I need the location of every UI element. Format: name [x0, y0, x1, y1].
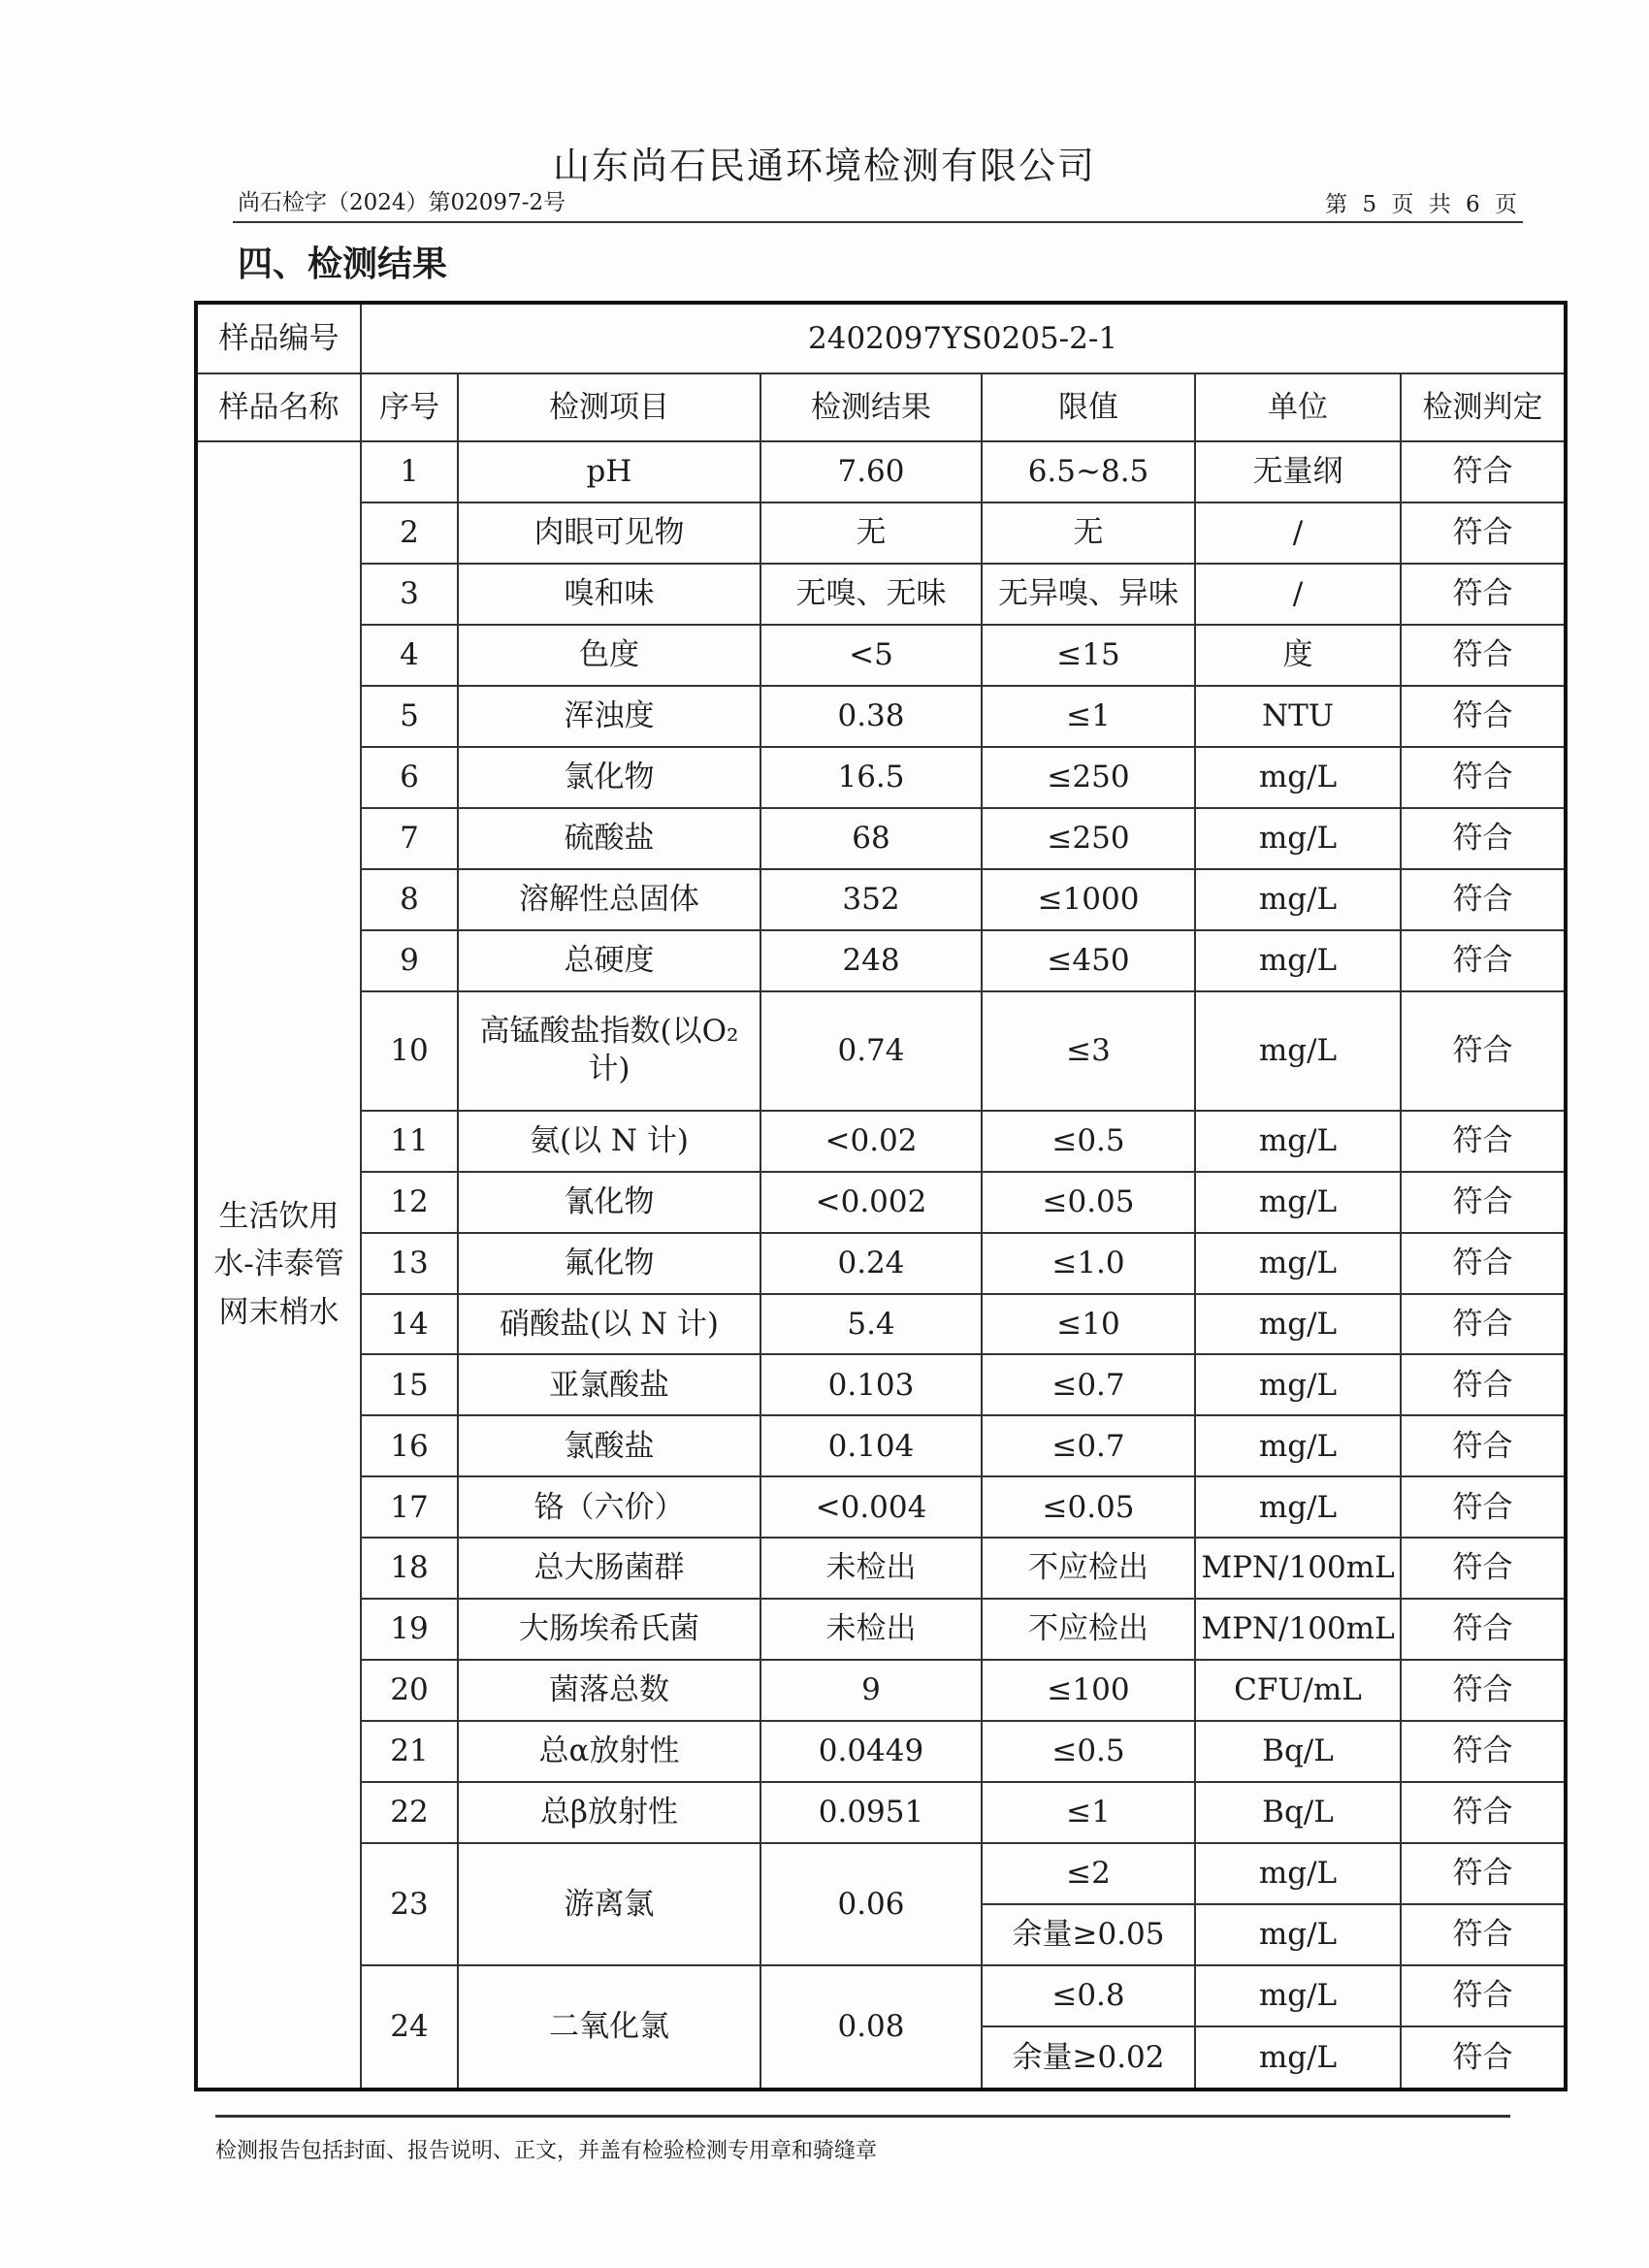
limit-cell: 余量≥0.05: [982, 1904, 1195, 1965]
table-row: [196, 1294, 1566, 1355]
test-item-cell: 高锰酸盐指数(以O₂计): [458, 991, 760, 1111]
unit-cell: Bq/L: [1195, 1782, 1401, 1843]
result-cell: 0.74: [760, 991, 982, 1111]
judgement-cell: 符合: [1401, 1782, 1566, 1843]
serial-no-cell: 11: [361, 1111, 458, 1172]
unit-cell: mg/L: [1195, 1415, 1401, 1476]
limit-cell: 不应检出: [982, 1538, 1195, 1599]
limit-cell: 不应检出: [982, 1599, 1195, 1660]
unit-cell: mg/L: [1195, 2026, 1401, 2090]
judgement-cell: 符合: [1401, 502, 1566, 564]
table-row: [196, 1843, 1566, 1904]
serial-no-cell: 19: [361, 1599, 458, 1660]
table-row: [196, 1354, 1566, 1415]
footer-divider: [215, 2115, 1510, 2118]
table-row: [196, 930, 1566, 991]
test-item-cell: 氨(以 N 计): [458, 1111, 760, 1172]
test-item-cell: 硫酸盐: [458, 808, 760, 869]
result-cell: 0.104: [760, 1415, 982, 1476]
test-item-cell: 肉眼可见物: [458, 502, 760, 564]
result-cell: <0.02: [760, 1111, 982, 1172]
serial-no-cell: 18: [361, 1538, 458, 1599]
unit-cell: 无量纲: [1195, 441, 1401, 502]
limit-cell: 无异嗅、异味: [982, 564, 1195, 625]
serial-no-cell: 3: [361, 564, 458, 625]
result-cell: 0.38: [760, 686, 982, 747]
judgement-cell: 符合: [1401, 1843, 1566, 1904]
judgement-cell: 符合: [1401, 1415, 1566, 1476]
table-row: [196, 747, 1566, 808]
test-item-cell: 氯酸盐: [458, 1415, 760, 1476]
serial-no-cell: 20: [361, 1660, 458, 1721]
table-row: [196, 1415, 1566, 1476]
unit-cell: mg/L: [1195, 1476, 1401, 1538]
company-name: 山东尚石民通环境检测有限公司: [552, 145, 1096, 187]
test-item-cell: 总β放射性: [458, 1782, 760, 1843]
result-cell: 0.103: [760, 1354, 982, 1415]
test-item-cell: 氟化物: [458, 1233, 760, 1294]
unit-cell: 度: [1195, 625, 1401, 686]
page-indicator: 第 5 页 共 6 页: [1325, 192, 1521, 217]
result-cell: <0.002: [760, 1172, 982, 1233]
unit-cell: NTU: [1195, 686, 1401, 747]
sample-id-value: 2402097YS0205-2-1: [361, 303, 1566, 373]
judgement-cell: 符合: [1401, 1172, 1566, 1233]
serial-no-cell: 21: [361, 1721, 458, 1782]
judgement-cell: 符合: [1401, 808, 1566, 869]
sample-id-label: 样品编号: [196, 303, 361, 373]
test-item-cell: 色度: [458, 625, 760, 686]
judgement-cell: 符合: [1401, 869, 1566, 930]
judgement-cell: 符合: [1401, 625, 1566, 686]
unit-cell: mg/L: [1195, 1843, 1401, 1904]
table-row: [196, 502, 1566, 564]
result-cell: 0.06: [760, 1843, 982, 1965]
table-row: [196, 686, 1566, 747]
header-serial-no: 序号: [361, 373, 458, 441]
result-cell: 无嗅、无味: [760, 564, 982, 625]
limit-cell: ≤250: [982, 747, 1195, 808]
judgement-cell: 符合: [1401, 1354, 1566, 1415]
judgement-cell: 符合: [1401, 686, 1566, 747]
judgement-cell: 符合: [1401, 441, 1566, 502]
serial-no-cell: 9: [361, 930, 458, 991]
limit-cell: ≤100: [982, 1660, 1195, 1721]
table-row: [196, 625, 1566, 686]
serial-no-cell: 23: [361, 1843, 458, 1965]
serial-no-cell: 10: [361, 991, 458, 1111]
result-cell: 16.5: [760, 747, 982, 808]
judgement-cell: 符合: [1401, 1233, 1566, 1294]
unit-cell: mg/L: [1195, 747, 1401, 808]
test-item-cell: 硝酸盐(以 N 计): [458, 1294, 760, 1355]
table-row: [196, 1538, 1566, 1599]
test-item-cell: pH: [458, 441, 760, 502]
test-item-cell: 菌落总数: [458, 1660, 760, 1721]
table-row: [196, 1111, 1566, 1172]
header-judgement: 检测判定: [1401, 373, 1566, 441]
limit-cell: ≤0.5: [982, 1111, 1195, 1172]
table-row: [196, 1233, 1566, 1294]
table-row: [196, 1721, 1566, 1782]
result-cell: 68: [760, 808, 982, 869]
unit-cell: mg/L: [1195, 1354, 1401, 1415]
limit-cell: ≤0.7: [982, 1354, 1195, 1415]
serial-no-cell: 7: [361, 808, 458, 869]
limit-cell: ≤1: [982, 686, 1195, 747]
judgement-cell: 符合: [1401, 1721, 1566, 1782]
serial-no-cell: 22: [361, 1782, 458, 1843]
result-cell: 未检出: [760, 1599, 982, 1660]
judgement-cell: 符合: [1401, 1904, 1566, 1965]
table-row: [196, 1599, 1566, 1660]
unit-cell: MPN/100mL: [1195, 1538, 1401, 1599]
result-cell: 0.0449: [760, 1721, 982, 1782]
limit-cell: ≤15: [982, 625, 1195, 686]
serial-no-cell: 14: [361, 1294, 458, 1355]
serial-no-cell: 12: [361, 1172, 458, 1233]
section-title: 四、检测结果: [238, 244, 448, 284]
limit-cell: ≤1: [982, 1782, 1195, 1843]
result-cell: 7.60: [760, 441, 982, 502]
test-item-cell: 氯化物: [458, 747, 760, 808]
test-item-cell: 总α放射性: [458, 1721, 760, 1782]
header-limit: 限值: [982, 373, 1195, 441]
test-item-cell: 嗅和味: [458, 564, 760, 625]
result-cell: 0.24: [760, 1233, 982, 1294]
unit-cell: mg/L: [1195, 1172, 1401, 1233]
table-row: [196, 1965, 1566, 2026]
footer-note: 检测报告包括封面、报告说明、正文，并盖有检验检测专用章和骑缝章: [215, 2139, 878, 2163]
result-cell: <0.004: [760, 1476, 982, 1538]
limit-cell: 6.5~8.5: [982, 441, 1195, 502]
result-cell: 248: [760, 930, 982, 991]
judgement-cell: 符合: [1401, 564, 1566, 625]
limit-cell: 无: [982, 502, 1195, 564]
result-cell: 未检出: [760, 1538, 982, 1599]
header-sample-name: 样品名称: [196, 373, 361, 441]
unit-cell: mg/L: [1195, 1294, 1401, 1355]
limit-cell: ≤250: [982, 808, 1195, 869]
header-divider: [233, 221, 1523, 223]
test-item-cell: 总大肠菌群: [458, 1538, 760, 1599]
judgement-cell: 符合: [1401, 1660, 1566, 1721]
results-table: [194, 301, 1568, 2091]
sample-id-row: [196, 303, 1566, 373]
unit-cell: mg/L: [1195, 930, 1401, 991]
report-ref-number: 尚石检字（2024）第02097-2号: [238, 190, 566, 215]
serial-no-cell: 2: [361, 502, 458, 564]
table-row: [196, 1172, 1566, 1233]
judgement-cell: 符合: [1401, 1476, 1566, 1538]
limit-cell: ≤2: [982, 1843, 1195, 1904]
test-item-cell: 大肠埃希氏菌: [458, 1599, 760, 1660]
unit-cell: mg/L: [1195, 808, 1401, 869]
judgement-cell: 符合: [1401, 930, 1566, 991]
unit-cell: mg/L: [1195, 991, 1401, 1111]
judgement-cell: 符合: [1401, 1965, 1566, 2026]
result-cell: 5.4: [760, 1294, 982, 1355]
limit-cell: ≤1.0: [982, 1233, 1195, 1294]
judgement-cell: 符合: [1401, 991, 1566, 1111]
header-unit: 单位: [1195, 373, 1401, 441]
limit-cell: ≤3: [982, 991, 1195, 1111]
result-cell: 0.08: [760, 1965, 982, 2090]
table-row: [196, 808, 1566, 869]
unit-cell: mg/L: [1195, 869, 1401, 930]
test-item-cell: 二氧化氯: [458, 1965, 760, 2090]
limit-cell: ≤0.7: [982, 1415, 1195, 1476]
test-item-cell: 氰化物: [458, 1172, 760, 1233]
unit-cell: mg/L: [1195, 1111, 1401, 1172]
serial-no-cell: 1: [361, 441, 458, 502]
test-item-cell: 总硬度: [458, 930, 760, 991]
limit-cell: ≤0.5: [982, 1721, 1195, 1782]
table-row: [196, 441, 1566, 502]
table-row: [196, 1660, 1566, 1721]
unit-cell: mg/L: [1195, 1965, 1401, 2026]
table-row: [196, 1782, 1566, 1843]
test-item-cell: 铬（六价）: [458, 1476, 760, 1538]
unit-cell: mg/L: [1195, 1904, 1401, 1965]
unit-cell: /: [1195, 564, 1401, 625]
serial-no-cell: 8: [361, 869, 458, 930]
table-row: [196, 869, 1566, 930]
unit-cell: mg/L: [1195, 1233, 1401, 1294]
result-cell: 无: [760, 502, 982, 564]
limit-cell: ≤450: [982, 930, 1195, 991]
serial-no-cell: 24: [361, 1965, 458, 2090]
limit-cell: ≤0.05: [982, 1172, 1195, 1233]
judgement-cell: 符合: [1401, 1111, 1566, 1172]
limit-cell: ≤0.05: [982, 1476, 1195, 1538]
serial-no-cell: 5: [361, 686, 458, 747]
table-row: [196, 564, 1566, 625]
result-cell: <5: [760, 625, 982, 686]
unit-cell: CFU/mL: [1195, 1660, 1401, 1721]
column-header-row: [196, 373, 1566, 441]
result-cell: 0.0951: [760, 1782, 982, 1843]
result-cell: 9: [760, 1660, 982, 1721]
unit-cell: MPN/100mL: [1195, 1599, 1401, 1660]
serial-no-cell: 15: [361, 1354, 458, 1415]
test-item-cell: 亚氯酸盐: [458, 1354, 760, 1415]
unit-cell: /: [1195, 502, 1401, 564]
unit-cell: Bq/L: [1195, 1721, 1401, 1782]
result-cell: 352: [760, 869, 982, 930]
table-row: [196, 991, 1566, 1111]
judgement-cell: 符合: [1401, 2026, 1566, 2090]
header-test-item: 检测项目: [458, 373, 760, 441]
serial-no-cell: 13: [361, 1233, 458, 1294]
judgement-cell: 符合: [1401, 1294, 1566, 1355]
limit-cell: ≤1000: [982, 869, 1195, 930]
sample-name-cell: 生活饮用水-沣泰管网末梢水: [196, 441, 361, 2090]
serial-no-cell: 6: [361, 747, 458, 808]
limit-cell: ≤10: [982, 1294, 1195, 1355]
test-item-cell: 浑浊度: [458, 686, 760, 747]
judgement-cell: 符合: [1401, 1538, 1566, 1599]
judgement-cell: 符合: [1401, 747, 1566, 808]
table-row: [196, 1476, 1566, 1538]
test-item-cell: 溶解性总固体: [458, 869, 760, 930]
serial-no-cell: 16: [361, 1415, 458, 1476]
limit-cell: ≤0.8: [982, 1965, 1195, 2026]
serial-no-cell: 4: [361, 625, 458, 686]
test-item-cell: 游离氯: [458, 1843, 760, 1965]
judgement-cell: 符合: [1401, 1599, 1566, 1660]
serial-no-cell: 17: [361, 1476, 458, 1538]
limit-cell: 余量≥0.02: [982, 2026, 1195, 2090]
header-result: 检测结果: [760, 373, 982, 441]
